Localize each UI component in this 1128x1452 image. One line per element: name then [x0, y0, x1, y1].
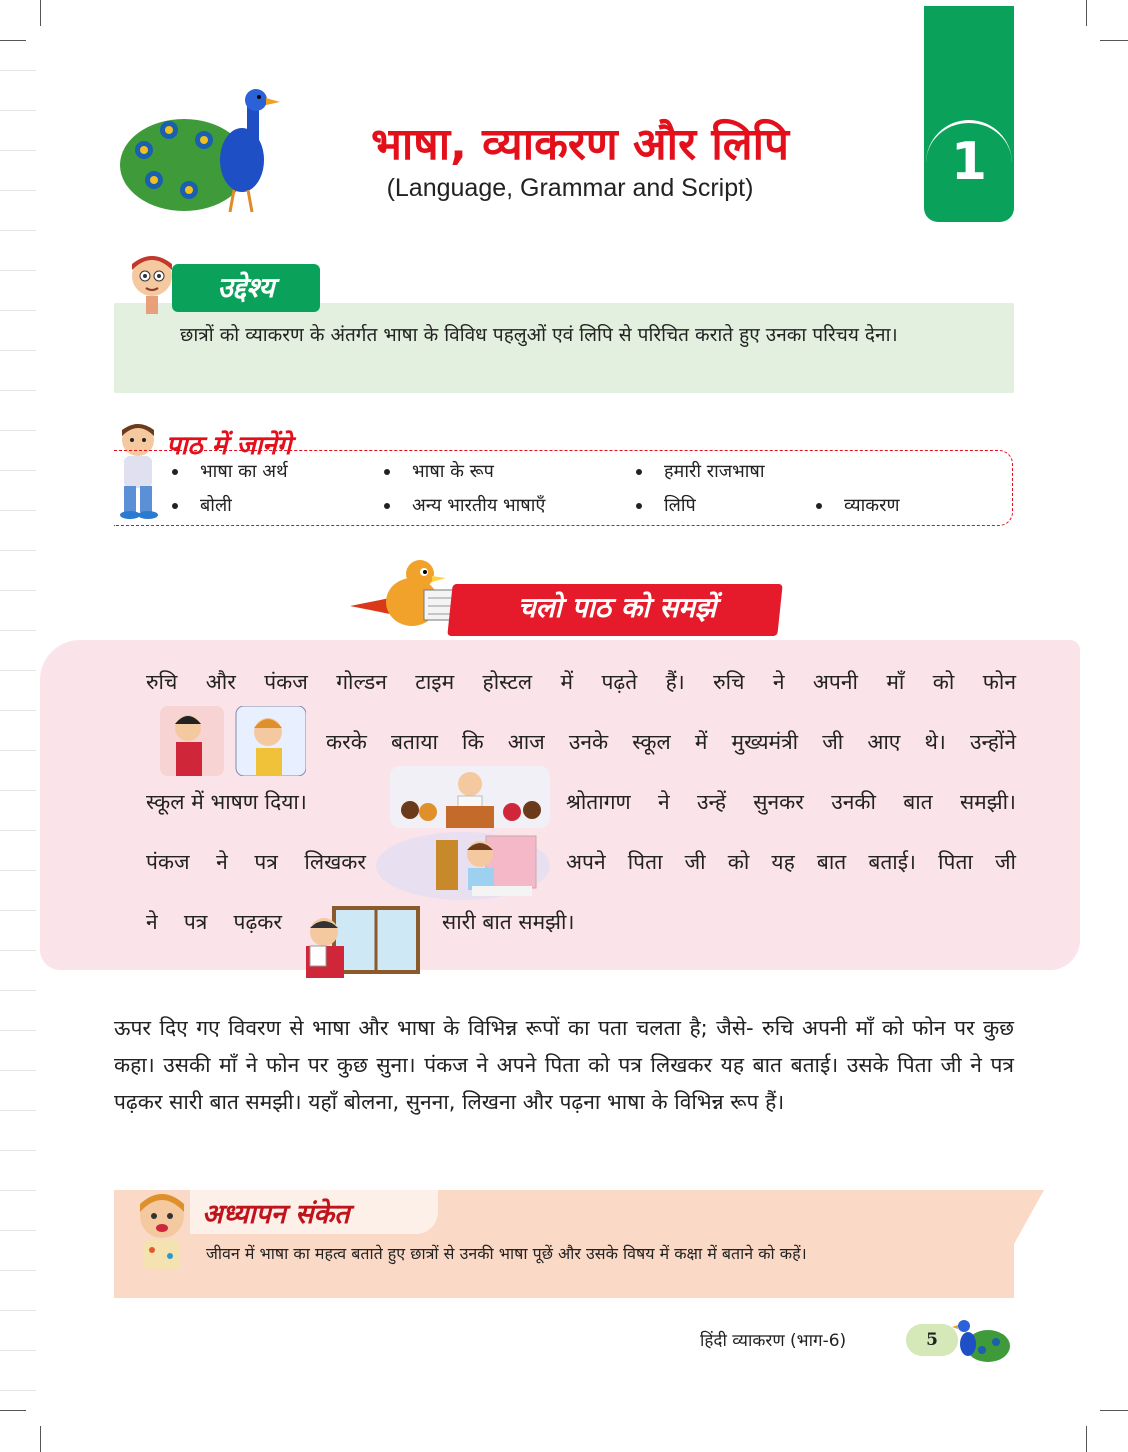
- crop-mark: [1100, 40, 1128, 41]
- crop-mark: [1086, 1426, 1087, 1452]
- crop-mark: [1086, 0, 1087, 26]
- chapter-subtitle: (Language, Grammar and Script): [386, 174, 754, 202]
- objective-label: उद्देश्य: [172, 264, 320, 312]
- chapter-number: 1: [950, 132, 988, 192]
- reading-letter-illustration: [298, 906, 422, 978]
- teacher-boy-icon: [130, 1188, 194, 1270]
- boy-mascot-icon: [126, 250, 178, 316]
- footer-book-title: हिंदी व्याकरण (भाग-6): [700, 1331, 847, 1351]
- learn-label: पाठ में जानेंगे: [166, 431, 292, 461]
- topic-item: भाषा के रूप: [384, 459, 494, 483]
- page-number: 5: [906, 1324, 958, 1356]
- margin-decoration: [0, 0, 42, 1452]
- topic-item: व्याकरण: [816, 493, 899, 517]
- teaching-hint-arrow: [1014, 1190, 1044, 1244]
- story-line: करके बताया कि आज उनके स्कूल में मुख्यमंत्री जी आए थे। उन्होंने: [326, 730, 1016, 754]
- bird-reading-icon: [350, 556, 462, 634]
- writing-letter-illustration: [376, 830, 550, 902]
- story-line: पंकज ने पत्र लिखकर: [146, 850, 366, 874]
- teaching-text: जीवन में भाषा का महत्व बताते हुए छात्रों से उनकी भाषा पूछें और उसके विषय में कक्षा में बताने को कहें।: [206, 1244, 807, 1263]
- story-line: रुचि और पंकज गोल्डन टाइम होस्टल में पढ़ते हैं। रुचि ने अपनी माँ को फोन: [146, 670, 1016, 694]
- phone-call-illustration: [160, 706, 306, 776]
- peacock-illustration: [114, 80, 294, 220]
- story-line: अपने पिता जी को यह बात बताई। पिता जी: [566, 850, 1016, 874]
- topic-item: भाषा का अर्थ: [172, 459, 288, 483]
- crop-mark: [1100, 1410, 1128, 1411]
- speech-illustration: [390, 766, 550, 828]
- topic-item: अन्य भारतीय भाषाएँ: [384, 493, 545, 517]
- explanation-paragraph: ऊपर दिए गए विवरण से भाषा और भाषा के विभिन्न रूपों का पता चलता है; जैसे- रुचि अपनी माँ को फोन पर कुछ कहा। उसकी माँ ने फोन पर कुछ सुना। पंकज ने अपने पिता को पत्र लिखकर यह बात बताई। उसके पिता जी ने पत्र पढ़कर सारी बात समझी। यहाँ बोलना, सुनना, लिखना और पढ़ना भाषा के विभिन्न रूप हैं।: [114, 1016, 1014, 1114]
- banner-label: चलो पाठ को समझें: [517, 591, 717, 624]
- objective-text: छात्रों को व्याकरण के अंतर्गत भाषा के विविध पहलुओं एवं लिपि से परिचित कराते हुए उनका परिचय देना।: [180, 324, 898, 346]
- teaching-label: अध्यापन संकेत: [202, 1199, 350, 1230]
- story-line: श्रोतागण ने उन्हें सुनकर उनकी बात समझी।: [566, 790, 1016, 814]
- topic-item: लिपि: [636, 493, 696, 517]
- story-line: स्कूल में भाषण दिया।: [146, 790, 307, 814]
- story-line: ने पत्र पढ़कर: [146, 910, 282, 934]
- topic-item: हमारी राजभाषा: [636, 459, 765, 483]
- peacock-footer-icon: [952, 1314, 1012, 1366]
- chapter-title: भाषा, व्याकरण और लिपि: [370, 119, 789, 170]
- topic-item: बोली: [172, 493, 232, 517]
- story-line: सारी बात समझी।: [442, 910, 575, 934]
